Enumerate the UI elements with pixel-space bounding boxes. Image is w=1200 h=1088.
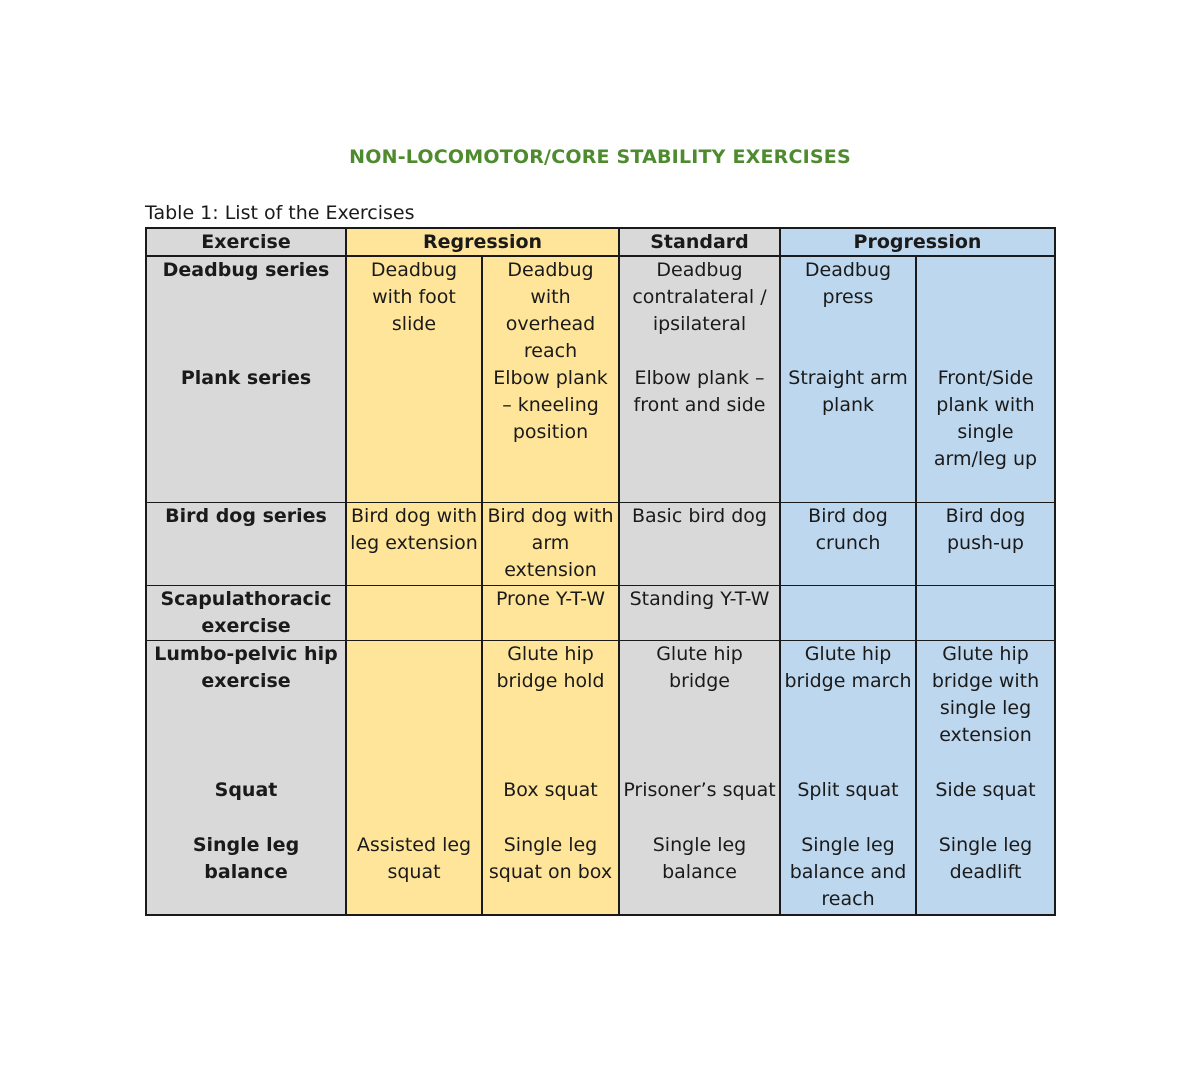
progression-2-cell: Side squat [916, 777, 1055, 832]
exercise-name: Scapulathoracic exercise [146, 585, 346, 640]
exercises-table [145, 227, 1056, 916]
regression-2-cell: Deadbug with overhead reach [482, 256, 619, 365]
table-caption: Table 1: List of the Exercises [145, 202, 415, 224]
regression-2-cell: Elbow plank – kneeling position [482, 365, 619, 502]
standard-cell: Elbow plank – front and side [619, 365, 780, 502]
table-row [146, 640, 1055, 777]
table-row [146, 832, 1055, 915]
exercise-name: Squat [146, 777, 346, 832]
regression-2-cell: Single leg squat on box [482, 832, 619, 915]
table-row [146, 777, 1055, 832]
table-row [146, 256, 1055, 365]
exercise-name: Single leg balance [146, 832, 346, 915]
progression-2-cell: Single leg deadlift [916, 832, 1055, 915]
regression-2-cell: Bird dog with arm extension [482, 502, 619, 585]
header-progression: Progression [780, 228, 1055, 256]
header-exercise: Exercise [146, 228, 346, 256]
table-row [146, 365, 1055, 502]
standard-cell: Glute hip bridge [619, 640, 780, 777]
regression-1-cell [346, 777, 482, 832]
exercise-name: Plank series [146, 365, 346, 502]
progression-1-cell: Split squat [780, 777, 916, 832]
regression-1-cell: Deadbug with foot slide [346, 256, 482, 365]
regression-1-cell [346, 585, 482, 640]
progression-2-cell [916, 585, 1055, 640]
header-regression: Regression [346, 228, 619, 256]
exercise-name: Bird dog series [146, 502, 346, 585]
exercise-name: Lumbo-pelvic hip exercise [146, 640, 346, 777]
standard-cell: Standing Y-T-W [619, 585, 780, 640]
regression-1-cell [346, 365, 482, 502]
regression-2-cell: Prone Y-T-W [482, 585, 619, 640]
progression-2-cell: Front/Side plank with single arm/leg up [916, 365, 1055, 502]
progression-2-cell: Bird dog push-up [916, 502, 1055, 585]
progression-1-cell: Bird dog crunch [780, 502, 916, 585]
table-row [146, 502, 1055, 585]
progression-2-cell: Glute hip bridge with single leg extension [916, 640, 1055, 777]
document-title: NON-LOCOMOTOR/CORE STABILITY EXERCISES [349, 146, 851, 168]
table-header-row [146, 228, 1055, 256]
standard-cell: Deadbug contralateral / ipsilateral [619, 256, 780, 365]
progression-1-cell [780, 585, 916, 640]
standard-cell: Basic bird dog [619, 502, 780, 585]
standard-cell: Prisoner’s squat [619, 777, 780, 832]
exercise-name: Deadbug series [146, 256, 346, 365]
regression-2-cell: Glute hip bridge hold [482, 640, 619, 777]
progression-1-cell: Glute hip bridge march [780, 640, 916, 777]
standard-cell: Single leg balance [619, 832, 780, 915]
regression-2-cell: Box squat [482, 777, 619, 832]
table-row [146, 585, 1055, 640]
progression-2-cell [916, 256, 1055, 365]
header-standard: Standard [619, 228, 780, 256]
progression-1-cell: Straight arm plank [780, 365, 916, 502]
progression-1-cell: Single leg balance and reach [780, 832, 916, 915]
regression-1-cell [346, 640, 482, 777]
regression-1-cell: Bird dog with leg extension [346, 502, 482, 585]
progression-1-cell: Deadbug press [780, 256, 916, 365]
regression-1-cell: Assisted leg squat [346, 832, 482, 915]
